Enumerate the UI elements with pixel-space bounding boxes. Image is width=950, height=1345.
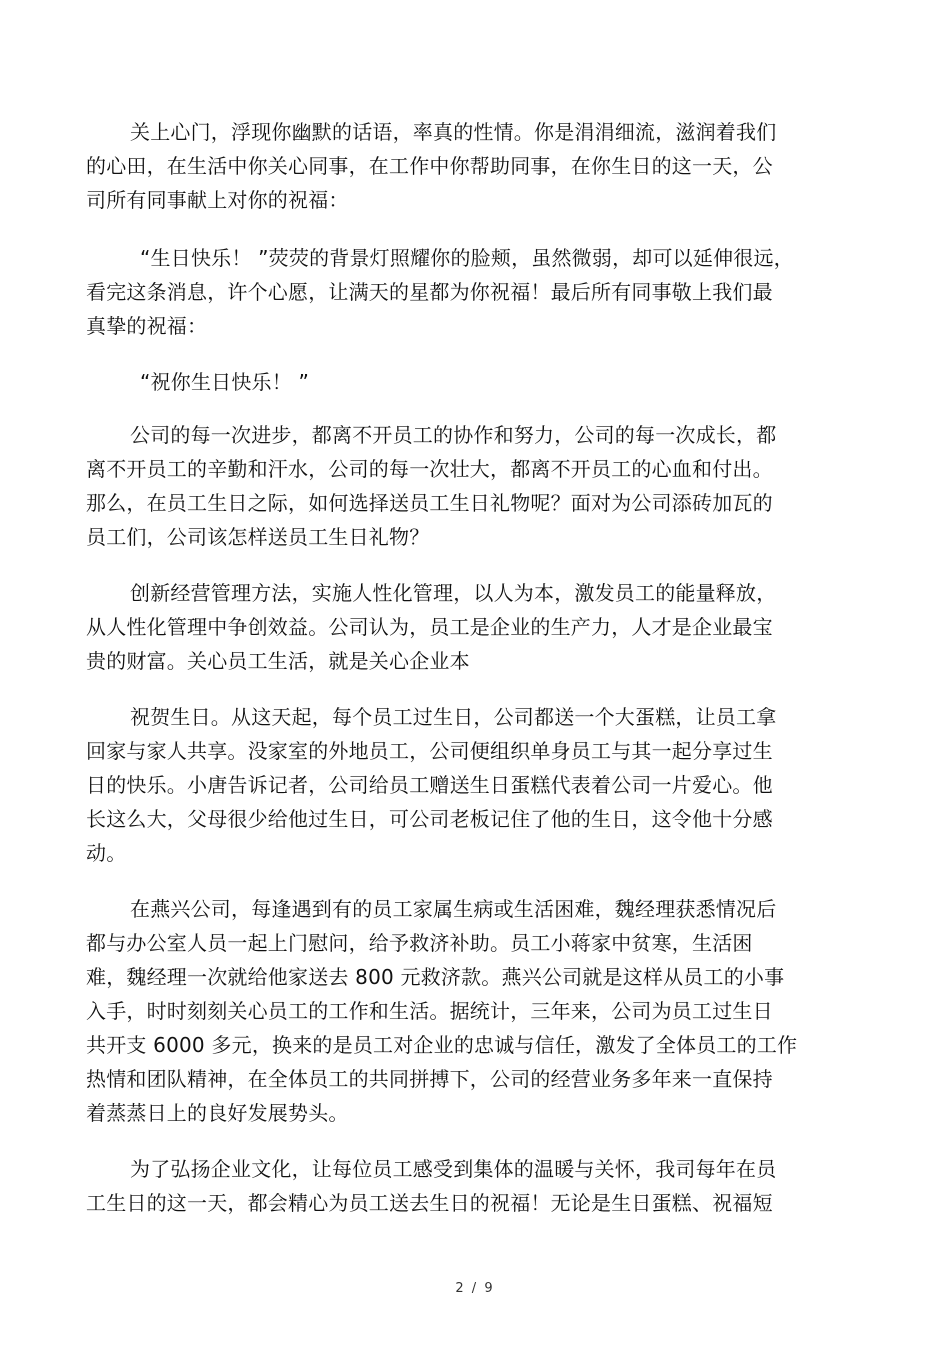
page-indicator: 2 / 9: [455, 1281, 495, 1296]
paragraph-5-line-3: 贵的财富。关心员工生活，就是关心企业本: [86, 649, 470, 673]
paragraph-6-line-2: 回家与家人共享。没家室的外地员工，公司便组织单身员工与其一起分享过生: [86, 739, 773, 763]
paragraph-2-line-1: “生日快乐！ ”荧荧的背景灯照耀你的脸颊，虽然微弱，却可以延伸很远，: [140, 246, 794, 270]
paragraph-4-line-3: 那么，在员工生日之际，如何选择送员工生日礼物呢？面对为公司添砖加瓦的: [86, 491, 773, 515]
paragraph-1-line-3: 司所有同事献上对你的祝福：: [86, 188, 349, 212]
paragraph-7-line-2: 都与办公室人员一起上门慰问，给予救济补助。员工小蒋家中贫寒，生活困: [86, 931, 753, 955]
paragraph-6-line-5: 动。: [86, 841, 127, 865]
paragraph-6-line-3: 日的快乐。小唐告诉记者，公司给员工赠送生日蛋糕代表着公司一片爱心。他: [86, 773, 773, 797]
paragraph-4-line-1: 公司的每一次进步，都离不开员工的协作和努力，公司的每一次成长，都: [130, 423, 777, 447]
paragraph-7-line-5: 共开支 6000 多元，换来的是员工对企业的忠诚与信任，激发了全体员工的工作: [86, 1033, 798, 1057]
paragraph-5-line-1: 创新经营管理方法，实施人性化管理，以人为本，激发员工的能量释放，: [130, 581, 777, 605]
paragraph-3-line-1: “祝你生日快乐！ ”: [140, 370, 310, 394]
paragraph-6-line-4: 长这么大，父母很少给他过生日，可公司老板记住了他的生日，这令他十分感: [86, 807, 773, 831]
paragraph-2-line-2: 看完这条消息，许个心愿，让满天的星都为你祝福！最后所有同事敬上我们最: [86, 280, 773, 304]
paragraph-7-line-4: 入手，时时刻刻关心员工的工作和生活。据统计，三年来，公司为员工过生日: [86, 999, 773, 1023]
paragraph-5-line-2: 从人性化管理中争创效益。公司认为，员工是企业的生产力，人才是企业最宝: [86, 615, 773, 639]
paragraph-8-line-1: 为了弘扬企业文化，让每位员工感受到集体的温暖与关怀，我司每年在员: [130, 1157, 777, 1181]
paragraph-6-line-1: 祝贺生日。从这天起，每个员工过生日，公司都送一个大蛋糕，让员工拿: [130, 705, 777, 729]
paragraph-4-line-2: 离不开员工的辛勤和汗水，公司的每一次壮大，都离不开员工的心血和付出。: [86, 457, 773, 481]
paragraph-1-line-1: 关上心门，浮现你幽默的话语，率真的性情。你是涓涓细流，滋润着我们: [130, 120, 777, 144]
paragraph-7-line-6: 热情和团队精神，在全体员工的共同拼搏下，公司的经营业务多年来一直保持: [86, 1067, 773, 1091]
paragraph-7-line-1: 在燕兴公司，每逢遇到有的员工家属生病或生活困难，魏经理获悉情况后: [130, 897, 777, 921]
paragraph-7-line-3: 难，魏经理一次就给他家送去 800 元救济款。燕兴公司就是这样从员工的小事: [86, 965, 785, 989]
paragraph-7-line-7: 着蒸蒸日上的良好发展势头。: [86, 1101, 349, 1125]
paragraph-2-line-3: 真挚的祝福：: [86, 314, 208, 338]
paragraph-8-line-2: 工生日的这一天，都会精心为员工送去生日的祝福！无论是生日蛋糕、祝福短: [86, 1191, 773, 1215]
paragraph-4-line-4: 员工们，公司该怎样送员工生日礼物？: [86, 525, 430, 549]
paragraph-1-line-2: 的心田，在生活中你关心同事，在工作中你帮助同事，在你生日的这一天，公: [86, 154, 773, 178]
